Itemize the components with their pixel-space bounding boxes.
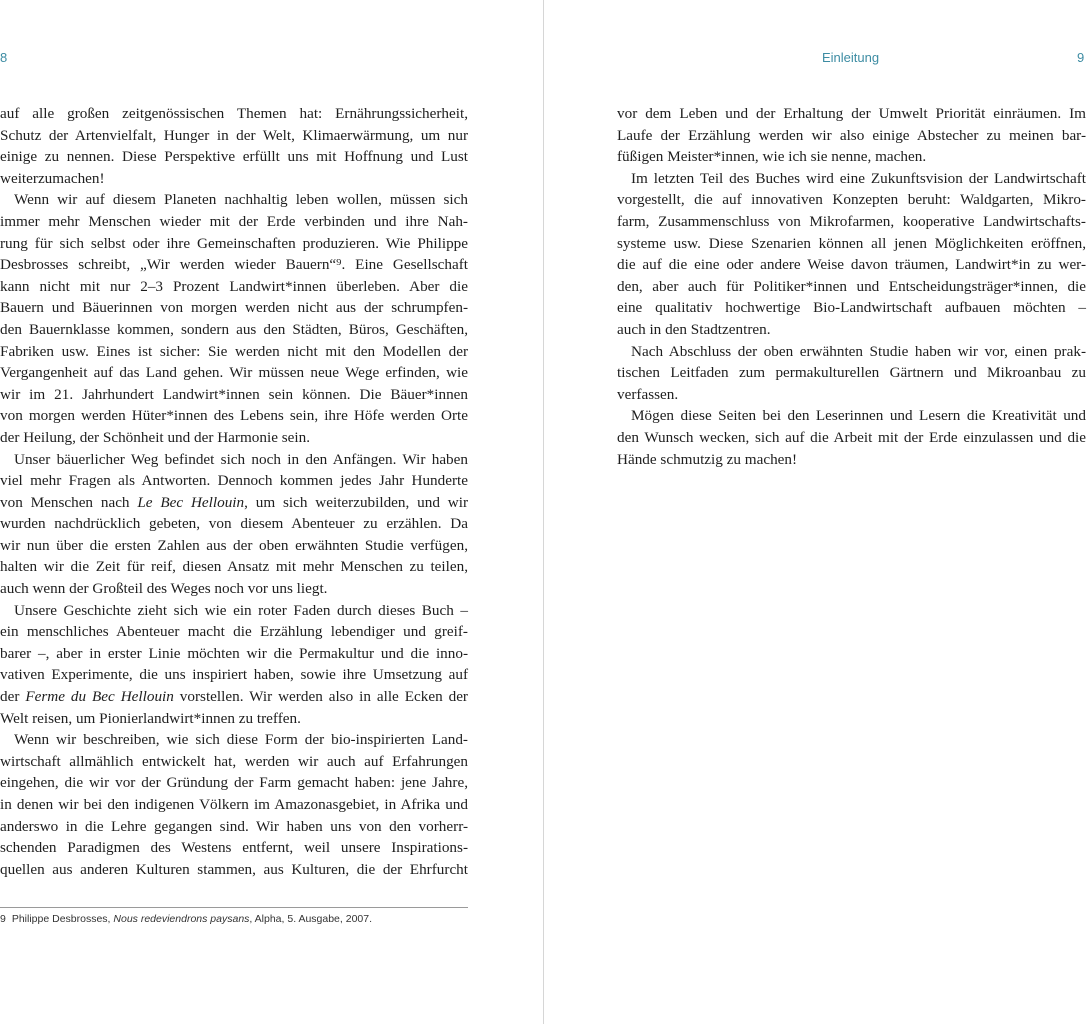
text-line bbox=[0, 168, 468, 190]
text-line bbox=[0, 535, 468, 557]
text-run: Hände schmutzig zu machen! bbox=[617, 450, 798, 468]
footnote bbox=[0, 913, 372, 925]
text-line bbox=[617, 405, 1086, 427]
text-line bbox=[0, 643, 468, 665]
text-line bbox=[617, 449, 1086, 471]
text-line bbox=[0, 686, 468, 708]
text-line bbox=[0, 600, 468, 622]
text-run: eine qualitativ hochwertige Bio-Landwirtschaft aufbauen möchten – bbox=[617, 299, 1086, 317]
text-line bbox=[0, 492, 468, 514]
text-run: Fabriken usw. Eines ist sicher: Sie werden nicht mit den Modellen der bbox=[0, 342, 468, 360]
text-line bbox=[617, 189, 1086, 211]
text-line bbox=[617, 146, 1086, 168]
text-run: den Bauernklasse kommen, sondern aus den Städten, Büros, Geschäften, bbox=[0, 320, 468, 338]
text-line bbox=[0, 578, 468, 600]
text-run: auch wenn der Großteil des Weges noch vor uns liegt. bbox=[0, 580, 328, 598]
text-line bbox=[617, 427, 1086, 449]
text-run: auf alle großen zeitgenössischen Themen hat: Ernährungssicherheit, bbox=[0, 105, 468, 122]
text-line bbox=[0, 837, 468, 859]
text-run: füßigen Meister*innen, wie ich sie nenne, machen. bbox=[617, 148, 927, 166]
text-line bbox=[0, 794, 468, 816]
text-run: wurden nachdrücklich gebeten, von diesem Abenteuer zu erzählen. Da bbox=[0, 515, 468, 533]
text-run: verfassen. bbox=[617, 385, 679, 403]
text-run: von morgen werden Hüter*innen des Lebens sein, ihre Höfe werden Orte bbox=[0, 407, 468, 425]
text-run: wirtschaft allmählich entwickelt hat, werden wir auch auf Erfahrungen bbox=[0, 752, 468, 770]
text-run: viel mehr Fragen als Antworten. Dennoch kommen jedes Jahr Hunderte bbox=[0, 472, 468, 490]
text-line bbox=[0, 384, 468, 406]
text-run: auch in den Stadtzentren. bbox=[617, 320, 771, 338]
right-page-body bbox=[617, 103, 1086, 470]
text-run: wir nun über die ersten Zahlen aus der oben erwähnten Studie verfügen, bbox=[0, 536, 468, 554]
footnote-number: 9 bbox=[0, 913, 6, 925]
footnote-title: Nous redeviendrons paysans bbox=[113, 913, 250, 925]
text-run: farm, Zusammenschluss von Mikrofarmen, kooperative Landwirtschafts- bbox=[617, 212, 1086, 230]
text-run: Mögen diese Seiten bei den Leserinnen und Lesern die Kreativität und bbox=[631, 407, 1086, 425]
text-run: quellen aus anderen Kulturen stammen, aus Kulturen, die der Ehrfurcht bbox=[0, 860, 468, 878]
text-run: der Heilung, der Schönheit und der Harmonie sein. bbox=[0, 428, 310, 446]
text-run: anderswo in die Lehre gegangen sind. Wir haben uns von den vorherr- bbox=[0, 817, 468, 835]
italic-text: Ferme du Bec Hellouin bbox=[25, 688, 174, 706]
text-run: eingehen, die wir vor der Gründung der Farm gemacht haben: jene Jahre, bbox=[0, 774, 468, 792]
text-run: halten wir die Zeit für reif, diesen Ansatz mit mehr Menschen zu teilen, bbox=[0, 558, 468, 576]
footnote-rule bbox=[0, 907, 468, 908]
footnote-rest: , Alpha, 5. Ausgabe, 2007. bbox=[249, 913, 373, 925]
text-line bbox=[617, 362, 1086, 384]
text-run: in denen wir bei den indigenen Völkern im Amazonasgebiet, in Afrika und bbox=[0, 796, 468, 813]
text-line bbox=[0, 621, 468, 643]
text-run: die auf die eine oder andere Weise davon träumen, Landwirt*in zu wer- bbox=[617, 256, 1086, 274]
text-run: rung für sich selbst oder ihre Gemeinschaften produzieren. Wie Philippe bbox=[0, 234, 468, 252]
text-line bbox=[0, 751, 468, 773]
text-run: der bbox=[0, 688, 26, 706]
text-run: systeme usw. Diese Szenarien können all jenen Möglichkeiten eröffnen, bbox=[617, 234, 1086, 252]
text-run: Unsere Geschichte zieht sich wie ein roter Faden durch dieses Buch – bbox=[14, 601, 468, 619]
italic-text: Le Bec Hellouin bbox=[137, 493, 245, 511]
footnote-author: Philippe Desbrosses, bbox=[11, 913, 114, 925]
text-run: vor dem Leben und der Erhaltung der Umwelt Priorität einräumen. Im bbox=[617, 105, 1086, 122]
text-run: Im letzten Teil des Buches wird eine Zukunftsvision der Landwirtschaft bbox=[631, 169, 1086, 187]
text-line bbox=[0, 427, 468, 449]
text-run: barer –, aber in erster Linie möchten wir die Permakultur und die inno- bbox=[0, 644, 468, 662]
text-run: den, aber auch für Politiker*innen und Entscheidungsträger*innen, die bbox=[617, 277, 1086, 295]
text-line bbox=[0, 729, 468, 751]
text-line bbox=[0, 297, 468, 319]
text-run: Wenn wir auf diesem Planeten nachhaltig leben wollen, müssen sich bbox=[14, 191, 468, 209]
text-run: immer mehr Menschen wieder mit der Erde verbinden und ihre Nah- bbox=[0, 212, 468, 230]
text-line bbox=[617, 384, 1086, 406]
text-line bbox=[0, 276, 468, 298]
text-line bbox=[0, 816, 468, 838]
text-run: wir im 21. Jahrhundert Landwirt*innen sein können. Die Bäuer*innen bbox=[0, 385, 468, 403]
text-run: Unser bäuerlicher Weg befindet sich noch in den Anfängen. Wir haben bbox=[14, 450, 468, 468]
text-run: Desbrosses schreibt, „Wir werden wieder Bauern“⁹. Eine Gesellschaft bbox=[0, 256, 468, 274]
text-line bbox=[0, 556, 468, 578]
text-run: Bauern und Bäuerinnen von morgen werden nicht aus der schrumpfen- bbox=[0, 299, 468, 317]
text-line bbox=[0, 449, 468, 471]
text-line bbox=[0, 859, 468, 881]
text-run: Welt reisen, um Pionierlandwirt*innen zu treffen. bbox=[0, 709, 301, 727]
text-line bbox=[0, 664, 468, 686]
text-run: von Menschen nach bbox=[0, 493, 138, 511]
text-line bbox=[0, 211, 468, 233]
text-run: vorgestellt, die auf innovativen Konzepten beruht: Waldgarten, Mikro- bbox=[617, 191, 1086, 209]
text-run: tischen Leitfaden zum permakulturellen Gärtnern und Mikroanbau zu bbox=[617, 364, 1086, 382]
text-run: Vergangenheit auf das Land gehen. Wir müssen neue Wege erfinden, wie bbox=[0, 364, 468, 382]
text-line bbox=[0, 146, 468, 168]
left-page-body bbox=[0, 103, 468, 880]
text-line bbox=[617, 297, 1086, 319]
text-line bbox=[0, 772, 468, 794]
text-run: vorstellen. Wir werden also in alle Ecken der bbox=[173, 688, 468, 706]
text-run: vativen Experimente, die uns inspiriert haben, sowie ihre Umsetzung auf bbox=[0, 666, 468, 684]
text-line bbox=[0, 103, 468, 125]
text-line bbox=[0, 254, 468, 276]
text-line bbox=[0, 470, 468, 492]
text-line bbox=[0, 405, 468, 427]
text-run: Nach Abschluss der oben erwähnten Studie haben wir vor, einen prak- bbox=[631, 342, 1086, 360]
text-run: schenden Paradigmen des Westens entfernt, weil unsere Inspirations- bbox=[0, 839, 468, 857]
text-line bbox=[617, 341, 1086, 363]
text-line bbox=[617, 211, 1086, 233]
text-line bbox=[617, 125, 1086, 147]
running-head: Einleitung bbox=[822, 50, 880, 65]
text-run: Schutz der Artenvielfalt, Hunger in der Welt, Klimaerwärmung, um nur bbox=[0, 126, 468, 144]
text-line bbox=[0, 341, 468, 363]
text-line bbox=[617, 254, 1086, 276]
text-run: Laufe der Erzählung werden wir also einige Abstecher zu meinen bar- bbox=[617, 126, 1086, 144]
text-line bbox=[0, 708, 468, 730]
text-run: ein menschliches Abenteuer macht die Erzählung lebendiger und greif- bbox=[0, 623, 468, 641]
text-line bbox=[0, 189, 468, 211]
text-line bbox=[0, 362, 468, 384]
text-line bbox=[617, 103, 1086, 125]
text-run: Wenn wir beschreiben, wie sich diese Form der bio-inspirierten Land- bbox=[14, 731, 468, 749]
page-gutter bbox=[543, 0, 544, 1024]
text-run: kann nicht mit nur 2–3 Prozent Landwirt*innen überleben. Aber die bbox=[0, 277, 468, 295]
text-line bbox=[617, 233, 1086, 255]
left-page-number: 8 bbox=[0, 50, 8, 65]
text-line bbox=[0, 513, 468, 535]
text-line bbox=[0, 125, 468, 147]
text-line bbox=[0, 319, 468, 341]
right-page-number: 9 bbox=[1077, 50, 1085, 65]
text-run: den Wunsch wecken, sich auf die Arbeit mit der Erde einzulassen und die bbox=[617, 428, 1086, 446]
text-line bbox=[617, 276, 1086, 298]
text-run: einige zu nennen. Diese Perspektive erfüllt uns mit Hoffnung und Lust bbox=[0, 148, 468, 166]
text-run: , um sich weiterzubilden, und wir bbox=[244, 493, 468, 511]
text-line bbox=[0, 233, 468, 255]
text-line bbox=[617, 319, 1086, 341]
text-run: weiterzumachen! bbox=[0, 169, 105, 187]
text-line bbox=[617, 168, 1086, 190]
